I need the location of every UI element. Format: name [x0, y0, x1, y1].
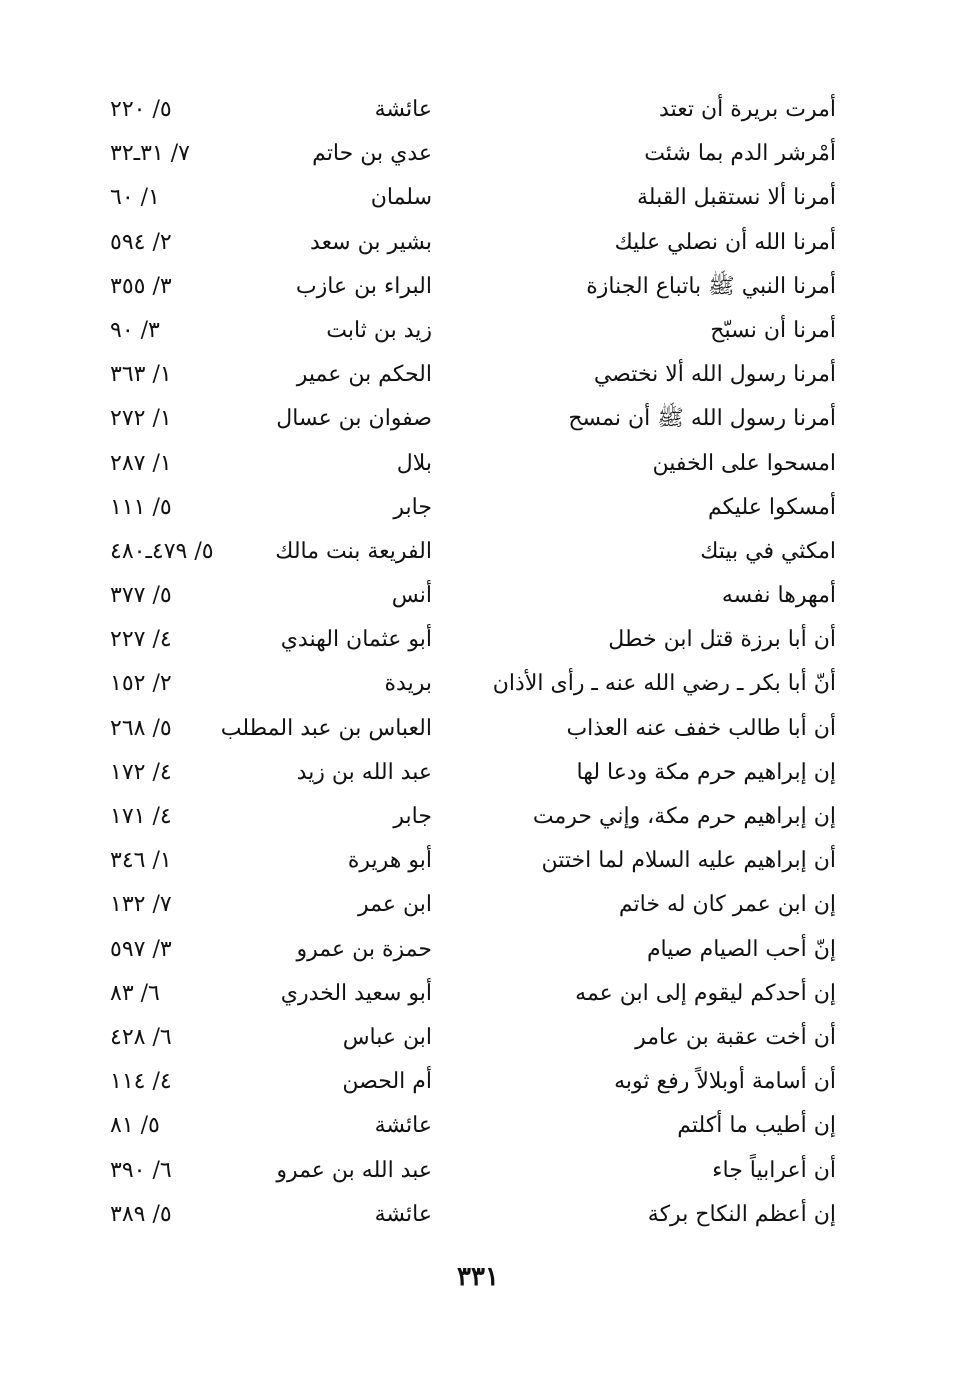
narrator: الحكم بن عمير — [296, 362, 432, 388]
volume-page-reference: ٧/ ١٣٢ — [110, 892, 172, 918]
narrator: عدي بن حاتم — [312, 141, 432, 167]
index-row — [110, 1193, 836, 1237]
index-row — [110, 442, 836, 486]
narrator: صفوان بن عسال — [276, 406, 432, 432]
narrator: ابن عباس — [342, 1024, 432, 1050]
volume-page-reference: ٥/ ٨١ — [110, 1113, 160, 1139]
hadith-text: أمْرشر الدم بما شئت — [644, 141, 836, 167]
narrator: أبو هريرة — [347, 848, 432, 874]
index-row — [110, 795, 836, 839]
hadith-text: أن أخت عقبة بن عامر — [635, 1024, 836, 1050]
volume-page-reference: ٥/ ٣٧٧ — [110, 583, 172, 609]
page-number: ٣٣١ — [457, 1262, 499, 1292]
index-row — [110, 707, 836, 751]
index-row — [110, 1060, 836, 1104]
index-row — [110, 353, 836, 397]
narrator: عبد الله بن زيد — [296, 759, 432, 785]
hadith-text: إن أطيب ما أكلتم — [677, 1113, 836, 1139]
narrator: ابن عمر — [358, 892, 432, 918]
index-row — [110, 309, 836, 353]
hadith-text: أمرنا الله أن نصلي عليك — [614, 229, 836, 255]
volume-page-reference: ٦/ ٤٢٨ — [110, 1024, 172, 1050]
hadith-text: أنّ أبا بكر ـ رضي الله عنه ـ رأى الأذان — [492, 671, 836, 697]
volume-page-reference: ٥/ ٢٦٨ — [110, 715, 172, 741]
narrator: أبو سعيد الخدري — [280, 980, 432, 1006]
volume-page-reference: ١/ ٢٨٧ — [110, 450, 172, 476]
narrator: العباس بن عبد المطلب — [220, 715, 432, 741]
hadith-text: أن أبا برزة قتل ابن خطل — [608, 627, 836, 653]
volume-page-reference: ٤/ ١٧٢ — [110, 759, 172, 785]
hadith-text: أمرنا رسول الله ﷺ أن نمسح — [568, 406, 836, 432]
index-row — [110, 1104, 836, 1148]
index-row — [110, 265, 836, 309]
index-row — [110, 486, 836, 530]
volume-page-reference: ٢/ ٥٩٤ — [110, 229, 172, 255]
narrator: زيد بن ثابت — [326, 317, 432, 343]
narrator: سلمان — [370, 185, 432, 211]
hadith-text: إن أحدكم ليقوم إلى ابن عمه — [575, 980, 836, 1006]
volume-page-reference: ٦/ ٨٣ — [110, 980, 160, 1006]
index-row — [110, 928, 836, 972]
narrator: الفريعة بنت مالك — [275, 538, 432, 564]
hadith-text: أمرت بريرة أن تعتد — [659, 97, 836, 122]
hadith-text: إن ابن عمر كان له خاتم — [618, 892, 836, 918]
hadith-text: إن إبراهيم حرم مكة، وإني حرمت — [532, 804, 836, 829]
volume-page-reference: ٣/ ٥٩٧ — [110, 936, 172, 962]
hadith-text: أن إبراهيم عليه السلام لما اختتن — [541, 848, 836, 874]
narrator: أم الحصن — [342, 1069, 432, 1095]
narrator: جابر — [393, 804, 432, 829]
index-row — [110, 972, 836, 1016]
index-row — [110, 751, 836, 795]
index-row — [110, 574, 836, 618]
volume-page-reference: ٥/ ٤٧٩ـ٤٨٠ — [110, 538, 214, 564]
index-row — [110, 883, 836, 927]
volume-page-reference: ٤/ ١١٤ — [110, 1069, 172, 1095]
volume-page-reference: ١/ ٢٧٢ — [110, 406, 172, 432]
volume-page-reference: ٥/ ١١١ — [110, 494, 172, 520]
hadith-text: أن أعرابياً جاء — [712, 1157, 836, 1183]
hadith-text: أمسكوا عليكم — [708, 494, 836, 520]
volume-page-reference: ٥/ ٢٢٠ — [110, 97, 172, 122]
hadith-text: امسحوا على الخفين — [652, 450, 836, 476]
index-row — [110, 530, 836, 574]
hadith-index-list — [110, 88, 836, 1237]
volume-page-reference: ٣/ ٩٠ — [110, 317, 160, 343]
index-row — [110, 662, 836, 706]
volume-page-reference: ١/ ٦٠ — [110, 185, 160, 211]
hadith-text: أمهرها نفسه — [721, 583, 836, 609]
volume-page-reference: ٢/ ١٥٢ — [110, 671, 172, 697]
narrator: عبد الله بن عمرو — [276, 1157, 432, 1183]
hadith-text: إنّ أحب الصيام صيام — [646, 936, 836, 962]
volume-page-reference: ٥/ ٣٨٩ — [110, 1201, 172, 1227]
index-row — [110, 1016, 836, 1060]
hadith-text: أمرنا رسول الله ألا نختصي — [593, 362, 836, 388]
index-row — [110, 88, 836, 132]
narrator: البراء بن عازب — [295, 273, 432, 299]
narrator: بشير بن سعد — [310, 229, 432, 255]
volume-page-reference: ١/ ٣٦٣ — [110, 362, 172, 388]
narrator: عائشة — [374, 1113, 432, 1139]
hadith-text: امكثي في بيتك — [700, 538, 836, 564]
index-row — [110, 397, 836, 441]
narrator: أبو عثمان الهندي — [280, 627, 432, 653]
narrator: أنس — [391, 583, 432, 609]
index-row — [110, 132, 836, 176]
volume-page-reference: ١/ ٣٤٦ — [110, 848, 172, 874]
hadith-text: أمرنا أن نسبّح — [710, 317, 836, 343]
index-row — [110, 618, 836, 662]
narrator: عائشة — [374, 1201, 432, 1227]
index-row — [110, 176, 836, 220]
volume-page-reference: ٤/ ١٧١ — [110, 804, 172, 829]
index-row — [110, 1149, 836, 1193]
volume-page-reference: ٣/ ٣٥٥ — [110, 273, 172, 299]
hadith-text: أمرنا النبي ﷺ باتباع الجنازة — [586, 273, 836, 299]
narrator: عائشة — [374, 97, 432, 122]
index-row — [110, 839, 836, 883]
narrator: بلال — [396, 450, 432, 476]
narrator: جابر — [393, 494, 432, 520]
volume-page-reference: ٦/ ٣٩٠ — [110, 1157, 172, 1183]
volume-page-reference: ٤/ ٢٢٧ — [110, 627, 172, 653]
hadith-text: إن أعظم النكاح بركة — [647, 1201, 836, 1227]
hadith-text: أن أبا طالب خفف عنه العذاب — [566, 715, 836, 741]
narrator: حمزة بن عمرو — [296, 936, 432, 962]
narrator: بريدة — [384, 671, 432, 697]
hadith-text: أمرنا ألا نستقبل القبلة — [637, 185, 836, 211]
index-row — [110, 221, 836, 265]
hadith-text: إن إبراهيم حرم مكة ودعا لها — [576, 759, 836, 785]
volume-page-reference: ٧/ ٣١ـ٣٢ — [110, 141, 190, 167]
hadith-text: أن أسامة أوبلالاً رفع ثوبه — [614, 1069, 836, 1095]
